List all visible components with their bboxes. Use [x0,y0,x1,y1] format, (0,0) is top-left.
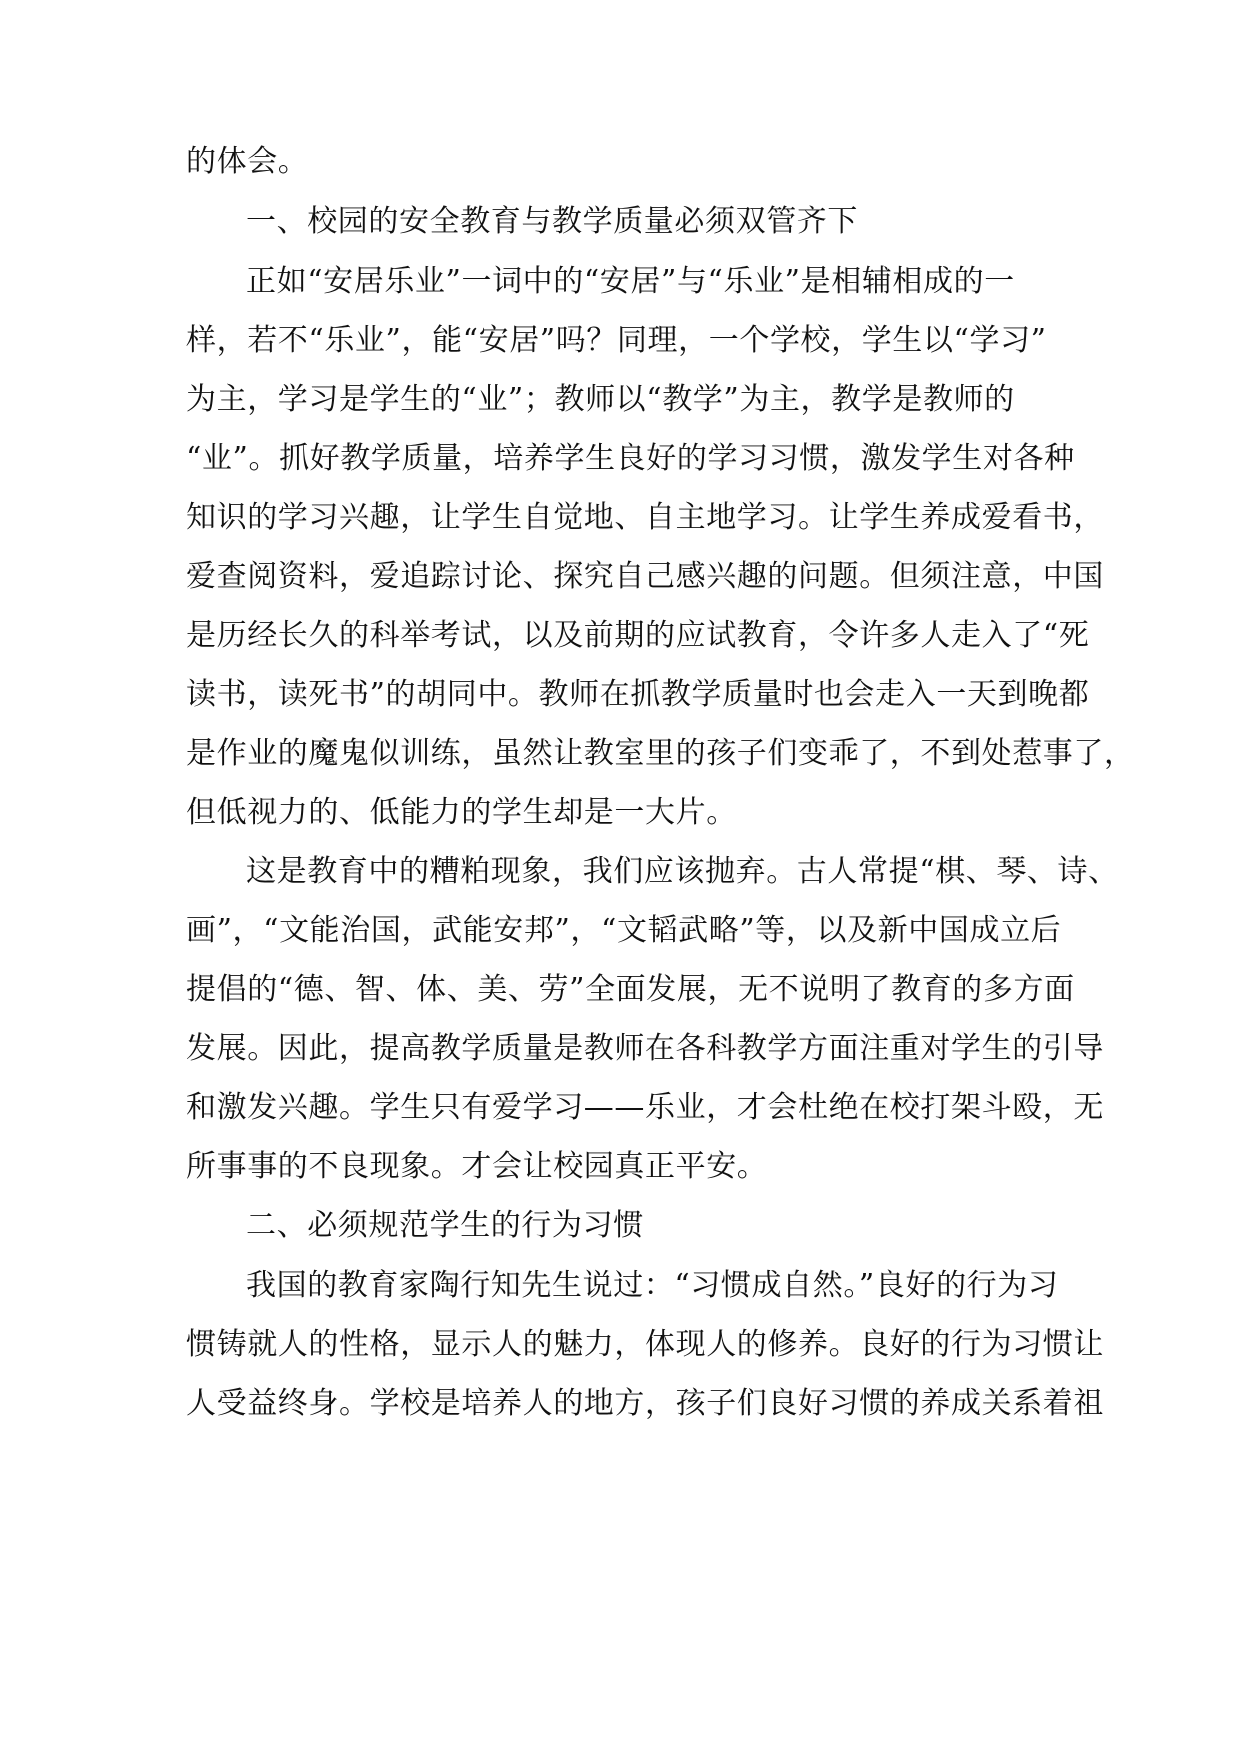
paragraph-line: 爱查阅资料，爱追踪讨论、探究自己感兴趣的问题。但须注意，中国 [186,559,1104,594]
paragraph-line: 正如“安居乐业”一词中的“安居”与“乐业”是相辅相成的一 [246,264,1015,299]
section-heading: 一、校园的安全教育与教学质量必须双管齐下 [246,204,858,239]
paragraph-line: 样，若不“乐业”，能“安居”吗？同理，一个学校，学生以“学习” [186,323,1047,358]
paragraph-line: 所事事的不良现象。才会让校园真正平安。 [186,1149,768,1184]
paragraph-line: 画”，“文能治国，武能安邦”，“文韬武略”等，以及新中国成立后 [186,913,1062,948]
paragraph-line: 和激发兴趣。学生只有爱学习——乐业，才会杜绝在校打架斗殴，无 [186,1090,1104,1125]
paragraph-line: “业”。抓好教学质量，培养学生良好的学习习惯，激发学生对各种 [186,441,1075,476]
paragraph-line: 惯铸就人的性格，显示人的魅力，体现人的修养。良好的行为习惯让 [186,1327,1104,1362]
paragraph-line: 为主，学习是学生的“业”；教师以“教学”为主，教学是教师的 [186,382,1015,417]
paragraph-line: 发展。因此，提高教学质量是教师在各科教学方面注重对学生的引导 [186,1031,1104,1066]
paragraph-line: 我国的教育家陶行知先生说过：“习惯成自然。”良好的行为习 [246,1268,1059,1303]
paragraph-line: 但低视力的、低能力的学生却是一大片。 [186,795,737,830]
paragraph-line: 提倡的“德、智、体、美、劳”全面发展，无不说明了教育的多方面 [186,972,1075,1007]
paragraph-line: 读书，读死书”的胡同中。教师在抓教学质量时也会走入一天到晚都 [186,677,1090,712]
paragraph-line: 是历经长久的科举考试，以及前期的应试教育，令许多人走入了“死 [186,618,1090,653]
paragraph-line: 知识的学习兴趣，让学生自觉地、自主地学习。让学生养成爱看书， [186,500,1104,535]
paragraph-line: 人受益终身。学校是培养人的地方，孩子们良好习惯的养成关系着祖 [186,1386,1104,1421]
section-heading: 二、必须规范学生的行为习惯 [246,1208,644,1243]
paragraph-line: 的体会。 [186,144,309,179]
paragraph-line: 是作业的魔鬼似训练，虽然让教室里的孩子们变乖了，不到处惹事了， [186,736,1135,771]
paragraph-line: 这是教育中的糟粕现象，我们应该抛弃。古人常提“棋、琴、诗、 [246,854,1119,889]
